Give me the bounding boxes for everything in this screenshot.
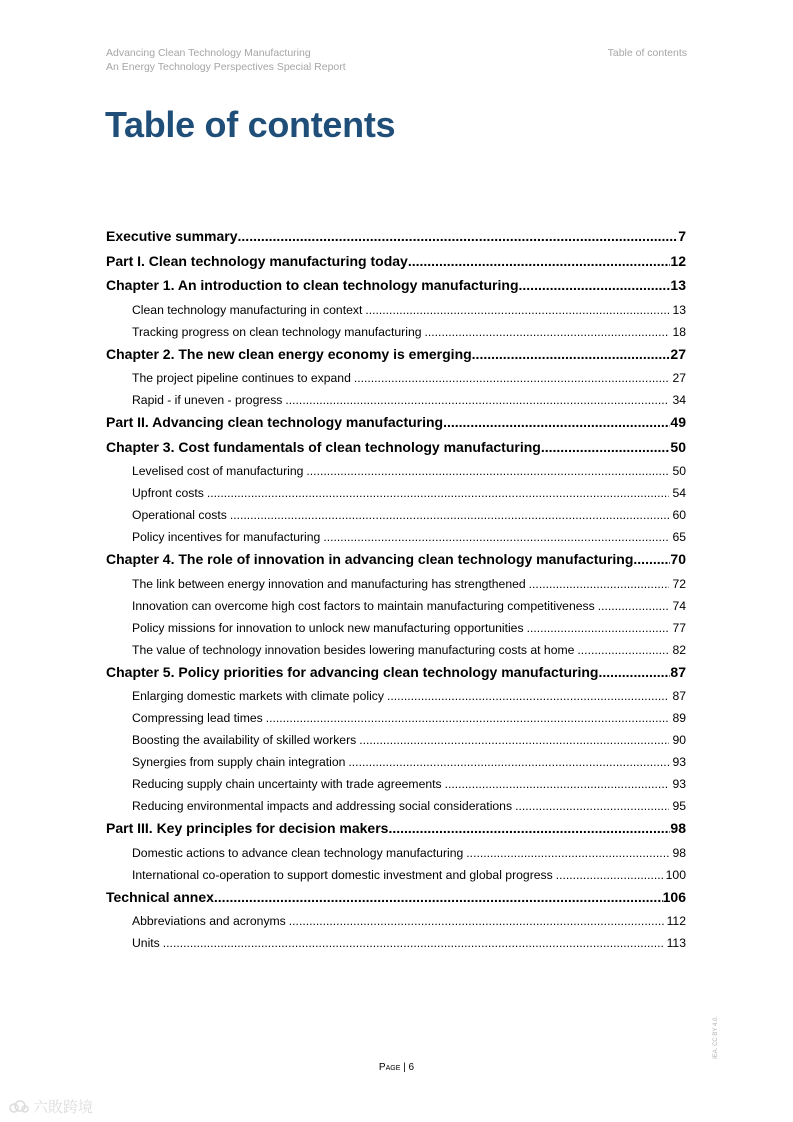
toc-entry-page: 77 <box>672 620 686 635</box>
toc-entry-page: 70 <box>670 551 686 567</box>
toc-entry-label: Innovation can overcome high cost factors to maintain manufacturing competitiveness <box>132 598 595 613</box>
toc-entry-subheading[interactable] <box>106 483 686 505</box>
toc-dot-leader <box>348 755 669 769</box>
toc-dot-leader <box>472 346 671 362</box>
toc-entry-label: Units <box>132 936 160 950</box>
toc-entry-page: 18 <box>672 324 686 339</box>
toc-entry-label: The project pipeline continues to expand <box>132 371 351 385</box>
toc-entry-label: Chapter 2. The new clean energy economy is emerging <box>106 345 472 362</box>
toc-entry-label: Tracking progress on clean technology manufacturing <box>132 324 422 339</box>
toc-dot-leader <box>266 711 670 725</box>
toc-dot-leader <box>285 393 669 407</box>
toc-dot-leader <box>527 621 670 635</box>
toc-entry-page: 106 <box>662 888 686 905</box>
toc-entry-subheading[interactable] <box>106 730 686 752</box>
toc-entry-page: 60 <box>672 508 686 522</box>
toc-dot-leader <box>354 371 670 385</box>
toc-entry-page: 98 <box>672 845 686 860</box>
toc-entry-page: 82 <box>672 642 686 657</box>
toc-entry-heading[interactable] <box>106 412 686 437</box>
toc-entry-subheading[interactable] <box>106 796 686 818</box>
toc-entry-heading[interactable] <box>106 549 686 574</box>
toc-entry-label: Abbreviations and acronyms <box>132 914 286 928</box>
toc-entry-page: 98 <box>670 820 686 836</box>
toc-entry-page: 87 <box>670 663 686 680</box>
toc-dot-leader <box>556 868 663 882</box>
toc-dot-leader <box>466 846 669 860</box>
toc-dot-leader <box>633 551 670 567</box>
toc-entry-heading[interactable] <box>106 226 686 251</box>
toc-entry-page: 13 <box>670 277 686 293</box>
watermark <box>9 1096 93 1117</box>
toc-entry-subheading[interactable] <box>106 300 686 322</box>
toc-entry-subheading[interactable] <box>106 461 686 483</box>
toc-entry-label: Enlarging domestic markets with climate policy <box>132 689 384 703</box>
report-subtitle: An Energy Technology Perspectives Special Report <box>106 60 346 73</box>
toc-entry-label: International co-operation to support domestic investment and global progress <box>132 867 553 882</box>
toc-entry-subheading[interactable] <box>106 505 686 527</box>
toc-entry-label: Operational costs <box>132 508 227 522</box>
toc-dot-leader <box>445 777 670 791</box>
toc-entry-page: 93 <box>672 777 686 791</box>
toc-entry-heading[interactable] <box>106 887 686 912</box>
toc-entry-label: Part II. Advancing clean technology manufacturing <box>106 414 444 430</box>
toc-entry-heading[interactable] <box>106 344 686 369</box>
toc-dot-leader <box>529 577 670 591</box>
toc-dot-leader <box>598 664 670 680</box>
table-of-contents <box>106 226 686 955</box>
page-footer <box>0 1062 793 1073</box>
toc-dot-leader <box>443 414 670 430</box>
license-note: IEA. CC BY 4.0. <box>713 1016 719 1059</box>
toc-dot-leader <box>323 530 669 544</box>
toc-entry-subheading[interactable] <box>106 843 686 865</box>
toc-entry-page: 89 <box>672 711 686 725</box>
toc-entry-label: Technical annex <box>106 888 214 905</box>
toc-entry-heading[interactable] <box>106 437 686 462</box>
toc-entry-label: The value of technology innovation besides lowering manufacturing costs at home <box>132 642 575 657</box>
toc-entry-subheading[interactable] <box>106 686 686 708</box>
toc-entry-label: Synergies from supply chain integration <box>132 755 346 769</box>
toc-entry-page: 72 <box>672 576 686 591</box>
toc-entry-label: Part III. Key principles for decision makers <box>106 820 389 836</box>
toc-entry-label: Reducing supply chain uncertainty with trade agreements <box>132 777 442 791</box>
toc-entry-label: Chapter 4. The role of innovation in advancing clean technology manufacturing <box>106 551 634 567</box>
running-header-right: Table of contents <box>607 47 687 59</box>
toc-entry-page: 87 <box>672 689 686 703</box>
toc-entry-heading[interactable] <box>106 251 686 276</box>
toc-entry-label: The link between energy innovation and manufacturing has strengthened <box>132 576 526 591</box>
toc-entry-page: 50 <box>670 438 686 455</box>
toc-entry-label: Executive summary <box>106 228 238 244</box>
toc-dot-leader <box>541 439 671 455</box>
toc-entry-subheading[interactable] <box>106 574 686 596</box>
toc-entry-page: 90 <box>672 733 686 747</box>
toc-dot-leader <box>425 325 670 339</box>
toc-dot-leader <box>515 799 669 813</box>
toc-entry-label: Rapid - if uneven - progress <box>132 393 283 407</box>
toc-dot-leader <box>238 228 679 244</box>
report-title: Advancing Clean Technology Manufacturing <box>106 47 311 59</box>
toc-entry-label: Boosting the availability of skilled workers <box>132 733 357 747</box>
toc-entry-label: Chapter 3. Cost fundamentals of clean technology manufacturing <box>106 438 541 455</box>
toc-dot-leader <box>359 733 669 747</box>
toc-entry-heading[interactable] <box>106 662 686 687</box>
toc-entry-label: Part I. Clean technology manufacturing today <box>106 252 408 269</box>
page-title: Table of contents <box>105 104 396 145</box>
toc-dot-leader <box>230 508 670 522</box>
toc-dot-leader <box>163 936 664 950</box>
toc-entry-label: Chapter 5. Policy priorities for advancing clean technology manufacturing <box>106 663 599 680</box>
toc-entry-heading[interactable] <box>106 275 686 300</box>
toc-entry-page: 100 <box>665 867 686 882</box>
toc-entry-label: Levelised cost of manufacturing <box>132 464 304 478</box>
toc-entry-subheading[interactable] <box>106 708 686 730</box>
toc-dot-leader <box>408 253 671 269</box>
toc-entry-page: 50 <box>672 464 686 478</box>
toc-entry-page: 65 <box>672 530 686 544</box>
page-word: Page <box>378 1062 401 1073</box>
toc-entry-subheading[interactable] <box>106 368 686 390</box>
toc-entry-page: 12 <box>670 252 686 269</box>
toc-entry-page: 95 <box>672 799 686 813</box>
toc-entry-heading[interactable] <box>106 818 686 843</box>
toc-entry-label: Reducing environmental impacts and addressing social considerations <box>132 799 513 813</box>
cloud-logo-icon <box>9 1100 29 1114</box>
running-header-left <box>106 47 346 74</box>
toc-dot-leader <box>207 486 670 500</box>
page-separator: | <box>403 1062 406 1073</box>
toc-entry-subheading[interactable] <box>106 911 686 933</box>
toc-entry-page: 54 <box>672 486 686 500</box>
toc-entry-subheading[interactable] <box>106 618 686 640</box>
toc-entry-page: 112 <box>666 914 686 928</box>
toc-entry-subheading[interactable] <box>106 640 686 662</box>
toc-entry-page: 113 <box>666 936 686 950</box>
toc-entry-label: Clean technology manufacturing in context <box>132 302 363 317</box>
toc-entry-subheading[interactable] <box>106 527 686 549</box>
toc-entry-label: Policy missions for innovation to unlock new manufacturing opportunities <box>132 620 524 635</box>
toc-dot-leader <box>214 889 663 905</box>
toc-dot-leader <box>598 599 670 613</box>
toc-entry-page: 7 <box>678 228 686 244</box>
toc-dot-leader <box>577 643 669 657</box>
toc-entry-label: Upfront costs <box>132 486 204 500</box>
toc-entry-subheading[interactable] <box>106 596 686 618</box>
toc-entry-label: Domestic actions to advance clean technology manufacturing <box>132 845 464 860</box>
toc-entry-page: 27 <box>672 371 686 385</box>
page-number: 6 <box>408 1062 415 1073</box>
toc-entry-label: Chapter 1. An introduction to clean technology manufacturing <box>106 277 519 293</box>
toc-entry-page: 93 <box>672 755 686 769</box>
toc-entry-page: 34 <box>672 393 686 407</box>
toc-entry-page: 49 <box>670 414 686 430</box>
toc-entry-page: 27 <box>670 345 686 362</box>
toc-entry-page: 74 <box>672 598 686 613</box>
toc-dot-leader <box>387 689 669 703</box>
toc-entry-subheading[interactable] <box>106 933 686 955</box>
toc-entry-subheading[interactable] <box>106 322 686 344</box>
toc-entry-subheading[interactable] <box>106 865 686 887</box>
toc-dot-leader <box>388 820 670 836</box>
watermark-text: 六敗跨境 <box>33 1099 94 1116</box>
toc-entry-page: 13 <box>672 302 686 317</box>
toc-entry-label: Compressing lead times <box>132 711 263 725</box>
toc-entry-subheading[interactable] <box>106 390 686 412</box>
toc-entry-subheading[interactable] <box>106 774 686 796</box>
toc-entry-label: Policy incentives for manufacturing <box>132 530 321 544</box>
toc-dot-leader <box>306 464 669 478</box>
toc-dot-leader <box>365 303 669 317</box>
toc-dot-leader <box>519 277 671 293</box>
toc-entry-subheading[interactable] <box>106 752 686 774</box>
toc-dot-leader <box>289 914 664 928</box>
